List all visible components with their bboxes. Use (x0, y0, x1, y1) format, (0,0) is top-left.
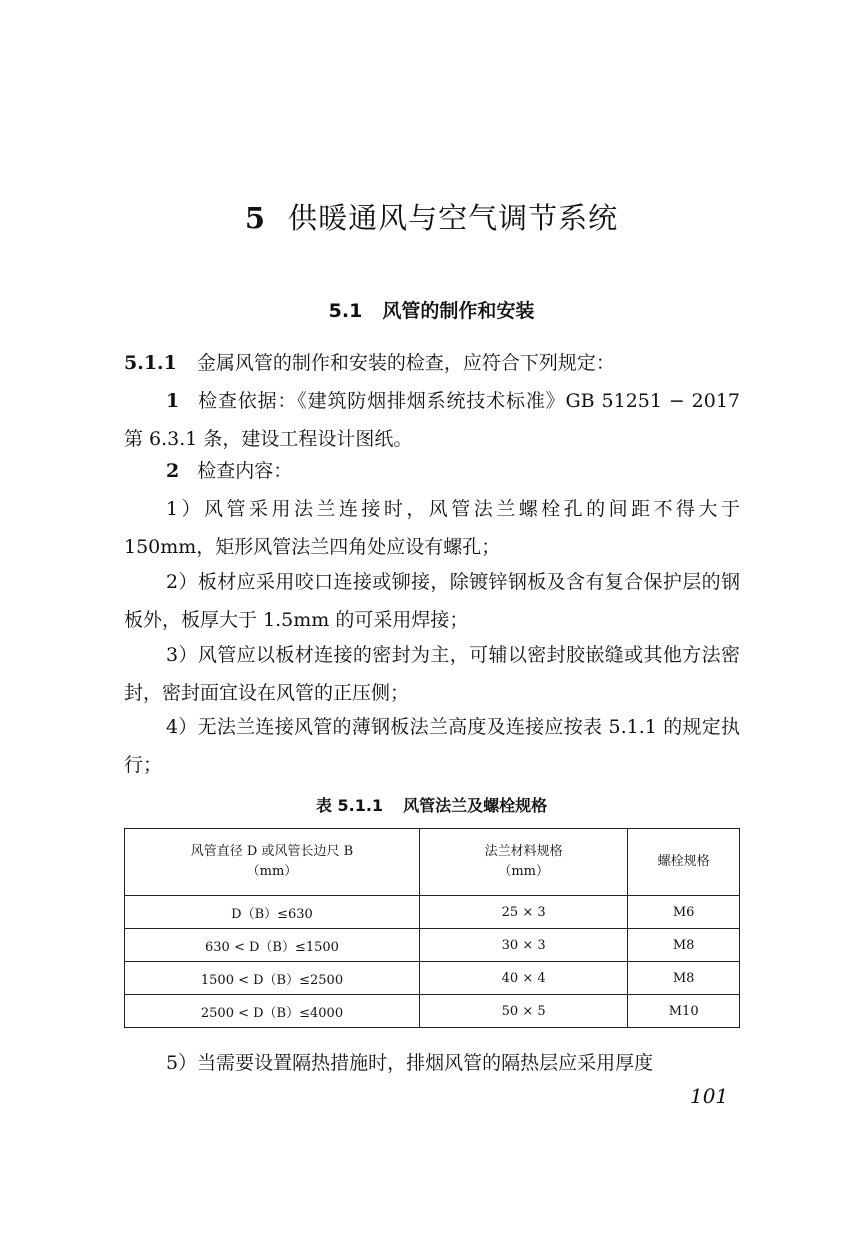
subitem-4: 4）无法兰连接风管的薄钢板法兰高度及连接应按表 5.1.1 的规定执行； (124, 716, 740, 776)
table-row (125, 896, 740, 929)
header-duct-size (125, 829, 420, 896)
table-row (125, 962, 740, 995)
header-line: 法兰材料规格 (484, 844, 563, 859)
cell-bolt-spec: M6 (628, 896, 740, 929)
chapter-title-text: 供暖通风与空气调节系统 (288, 201, 619, 235)
subitem-2: 2）板材应采用咬口连接或铆接，除镀锌钢板及含有复合保护层的钢板外，板厚大于 1.5mm 的可采用焊接； (124, 571, 740, 631)
section-number: 5.1 (328, 300, 363, 322)
clause-number: 5.1.1 (124, 352, 177, 374)
subitem-1: 1）风管采用法兰连接时，风管法兰螺栓孔的间距不得大于 150mm，矩形风管法兰四角处应设有螺孔； (124, 498, 740, 558)
header-unit: （mm） (498, 864, 549, 879)
cell-duct-size: 2500 < D（B）≤4000 (125, 995, 420, 1028)
table-row (125, 995, 740, 1028)
item-text: 检查依据：《建筑防烟排烟系统技术标准》GB 51251 − 2017 第 6.3.1 条，建设工程设计图纸。 (124, 390, 740, 450)
cell-duct-size: D（B）≤630 (125, 896, 420, 929)
header-unit: （mm） (246, 864, 298, 879)
item-2 (124, 452, 740, 490)
chapter-title (0, 196, 863, 237)
table-header-row (125, 829, 740, 896)
item-number: 2 (166, 460, 180, 482)
cell-duct-size: 630 < D（B）≤1500 (125, 929, 420, 962)
item-1 (124, 382, 740, 458)
table-caption (0, 793, 863, 816)
header-flange-spec (419, 829, 627, 896)
table-title: 风管法兰及螺栓规格 (403, 796, 548, 815)
item-text: 检查内容： (197, 460, 293, 482)
cell-flange-spec: 25 × 3 (419, 896, 627, 929)
flange-bolt-spec-table (124, 828, 740, 1028)
cell-bolt-spec: M10 (628, 995, 740, 1028)
subitem-3: 3）风管应以板材连接的密封为主，可辅以密封胶嵌缝或其他方法密封，密封面宜设在风管的正压侧； (124, 644, 740, 704)
table-number: 表 5.1.1 (315, 796, 384, 815)
header-line: 风管直径 D 或风管长边尺 B (190, 844, 354, 859)
cell-duct-size: 1500 < D（B）≤2500 (125, 962, 420, 995)
item-number: 1 (166, 390, 180, 412)
clause-text: 金属风管的制作和安装的检查，应符合下列规定： (196, 352, 615, 374)
clause-5-1-1 (124, 344, 740, 382)
header-bolt-spec (628, 829, 740, 896)
chapter-number: 5 (244, 201, 267, 235)
subitem-5: 5）当需要设置隔热措施时，排烟风管的隔热层应采用厚度 (166, 1052, 654, 1074)
cell-bolt-spec: M8 (628, 962, 740, 995)
cell-bolt-spec: M8 (628, 929, 740, 962)
cell-flange-spec: 30 × 3 (419, 929, 627, 962)
table-row (125, 929, 740, 962)
cell-flange-spec: 50 × 5 (419, 995, 627, 1028)
section-title (0, 296, 863, 323)
header-line: 螺栓规格 (657, 854, 710, 869)
section-title-text: 风管的制作和安装 (382, 300, 535, 322)
page-number: 101 (690, 1084, 729, 1108)
cell-flange-spec: 40 × 4 (419, 962, 627, 995)
